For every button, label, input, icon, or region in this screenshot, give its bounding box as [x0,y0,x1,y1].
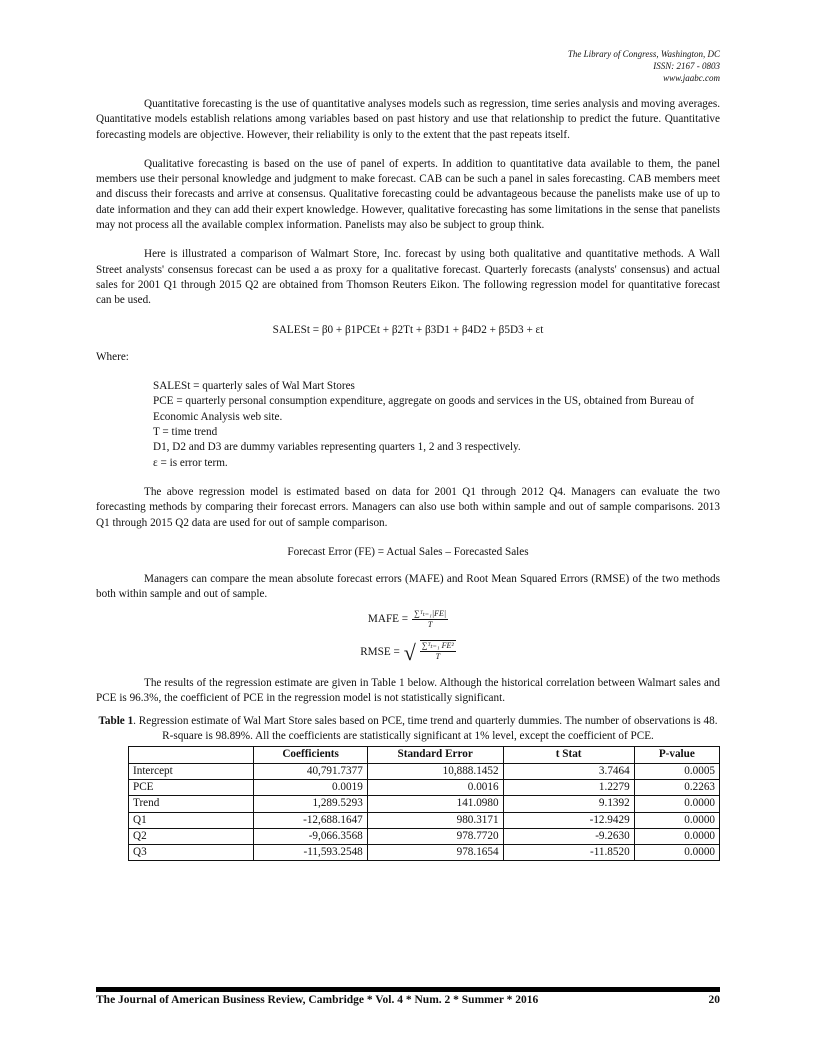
t-stat-cell: -11.8520 [503,845,634,861]
standard-error-cell: 978.1654 [367,845,503,861]
row-label: Trend [129,796,254,812]
table-row [129,796,720,812]
regression-equation: SALESt = β0 + β1PCEt + β2Tt + β3D1 + β4D2 + β5D3 + εt [272,323,544,336]
row-label: Q3 [129,845,254,861]
paragraph-results: The results of the regression estimate are given in Table 1 below. Although the historical correlation between Walmart sales and PCE is 96.3%, the coefficient of PCE in the regression model is not statistically significant. [96,676,720,705]
rmse-fraction [420,640,456,666]
mafe-numerator: ∑ᵀₜ₌₁|FE| [414,608,447,618]
regression-table [128,746,720,861]
running-header [568,48,720,84]
table-row [129,845,720,861]
table-row [129,763,720,779]
header-website: www.jaabc.com [663,73,720,83]
table-caption-label: Table 1 [98,715,134,728]
header-cell-standard-error: Standard Error [367,747,503,763]
table-row [129,779,720,795]
header-library: The Library of Congress, Washington, DC [567,49,720,59]
header-cell-variable [129,747,254,763]
paragraph-error-metrics: Managers can compare the mean absolute forecast errors (MAFE) and Root Mean Squared Errors (RMSE) of the two methods both within sample and out of sample. [96,573,720,601]
running-footer [96,994,720,1006]
p-value-cell: 0.0005 [634,763,719,779]
coefficient-cell: 0.0019 [254,779,367,795]
row-label: Q2 [129,828,254,844]
paragraph-comparison: Here is illustrated a comparison of Walmart Store, Inc. forecast by using both qualitative and quantitative methods. A Wall Street analysts' consensus forecast can be used a as proxy for a qualitative forecast. Quarterly forecasts (analysts' consensus) and actual sales for 2001 Q1 through 2015 Q2 are obtained from Thomson Reuters Eikon. The following regression model for quantitative forecast can be used. [96,248,720,307]
mafe-fraction [412,609,448,630]
t-stat-cell: -9.2630 [503,828,634,844]
page-body [96,97,720,861]
p-value-cell: 0.0000 [634,845,719,861]
mafe-label: MAFE = [367,612,409,625]
header-cell-t-stat: t Stat [503,747,634,763]
definition-pce: PCE = quarterly personal consumption expenditure, aggregate on goods and services in the US, obtained from Bureau of Economic Analysis web site. [153,395,694,423]
definition-error: ε = is error term. [153,456,228,469]
rmse-formula [96,640,720,666]
mafe-denominator: T [427,619,433,629]
paragraph-qualitative: Qualitative forecasting is based on the use of panel of experts. In addition to quantitative data available to them, the panel members use their personal knowledge and judgment to make forecast. CAB can be such a panel in sales forecasting. CAB members meet and discuss their forecasts and arrive at consensus. Qualitative forecasting could be advantageous because the panelists make use of up to date information and they can add their expert knowledge. However, qualitative forecasting has some limitations in the sense that panelists may not process all the available complex information. Panelists may also be subject to group think. [96,157,720,232]
t-stat-cell: 3.7464 [503,763,634,779]
p-value-cell: 0.0000 [634,828,719,844]
t-stat-cell: 9.1392 [503,796,634,812]
standard-error-cell: 141.0980 [367,796,503,812]
rmse-radical [404,640,456,666]
standard-error-cell: 980.3171 [367,812,503,828]
rmse-denominator: T [435,651,441,661]
row-label: PCE [129,779,254,795]
table-row [129,828,720,844]
p-value-cell: 0.2263 [634,779,719,795]
standard-error-cell: 10,888.1452 [367,763,503,779]
forecast-error-equation: Forecast Error (FE) = Actual Sales – Forecasted Sales [287,545,529,558]
footer-journal: The Journal of American Business Review, Cambridge * Vol. 4 * Num. 2 * Summer * 2016 [96,994,539,1006]
t-stat-cell: -12.9429 [503,812,634,828]
header-cell-p-value: P-value [634,747,719,763]
standard-error-cell: 0.0016 [367,779,503,795]
definition-sales: SALESt = quarterly sales of Wal Mart Stores [153,380,355,393]
footer-rule [96,987,720,992]
paragraph-estimation: The above regression model is estimated based on data for 2001 Q1 through 2012 Q4. Managers can evaluate the two forecasting methods by comparing their forecast errors. Managers can also use both within sample and out of sample comparisons. 2013 Q1 through 2015 Q2 data are used for out of sample comparison. [96,485,720,529]
page-number: 20 [708,994,720,1006]
standard-error-cell: 978.7720 [367,828,503,844]
coefficient-cell: -12,688.1647 [254,812,367,828]
rmse-label: RMSE = [360,646,400,659]
rmse-numerator: ∑ᵀₜ₌₁ FE² [421,640,454,650]
coefficient-cell: -11,593.2548 [254,845,367,861]
table-caption [96,714,720,744]
coefficient-cell: 1,289.5293 [254,796,367,812]
definition-trend: T = time trend [153,426,218,439]
mafe-formula [96,609,720,630]
p-value-cell: 0.0000 [634,812,719,828]
variable-definitions [153,379,720,471]
square-root-icon: √ [403,639,416,665]
coefficient-cell: -9,066.3568 [254,828,367,844]
paragraph-quantitative: Quantitative forecasting is the use of quantitative analyses models such as regression, time series analysis and moving averages. Quantitative models establish relations among variables based on past history and use that relationship to predict the future. Quantitative forecasting models are objective. However, their reliability is only to the extent that the past repeats itself. [96,98,720,141]
table-row [129,812,720,828]
table-header-row [129,747,720,763]
header-cell-coefficients: Coefficients [254,747,367,763]
definition-dummies: D1, D2 and D3 are dummy variables representing quarters 1, 2 and 3 respectively. [153,441,521,454]
coefficient-cell: 40,791.7377 [254,763,367,779]
row-label: Intercept [129,763,254,779]
table-caption-text: . Regression estimate of Wal Mart Store sales based on PCE, time trend and quarterly dummies. The number of observations is 48. R-square is 98.89%. All the coefficients are statistically significant at 1% level, except the coefficient of PCE. [133,715,718,743]
t-stat-cell: 1.2279 [503,779,634,795]
where-label: Where: [96,350,129,363]
header-issn: ISSN: 2167 - 0803 [653,61,720,71]
row-label: Q1 [129,812,254,828]
p-value-cell: 0.0000 [634,796,719,812]
